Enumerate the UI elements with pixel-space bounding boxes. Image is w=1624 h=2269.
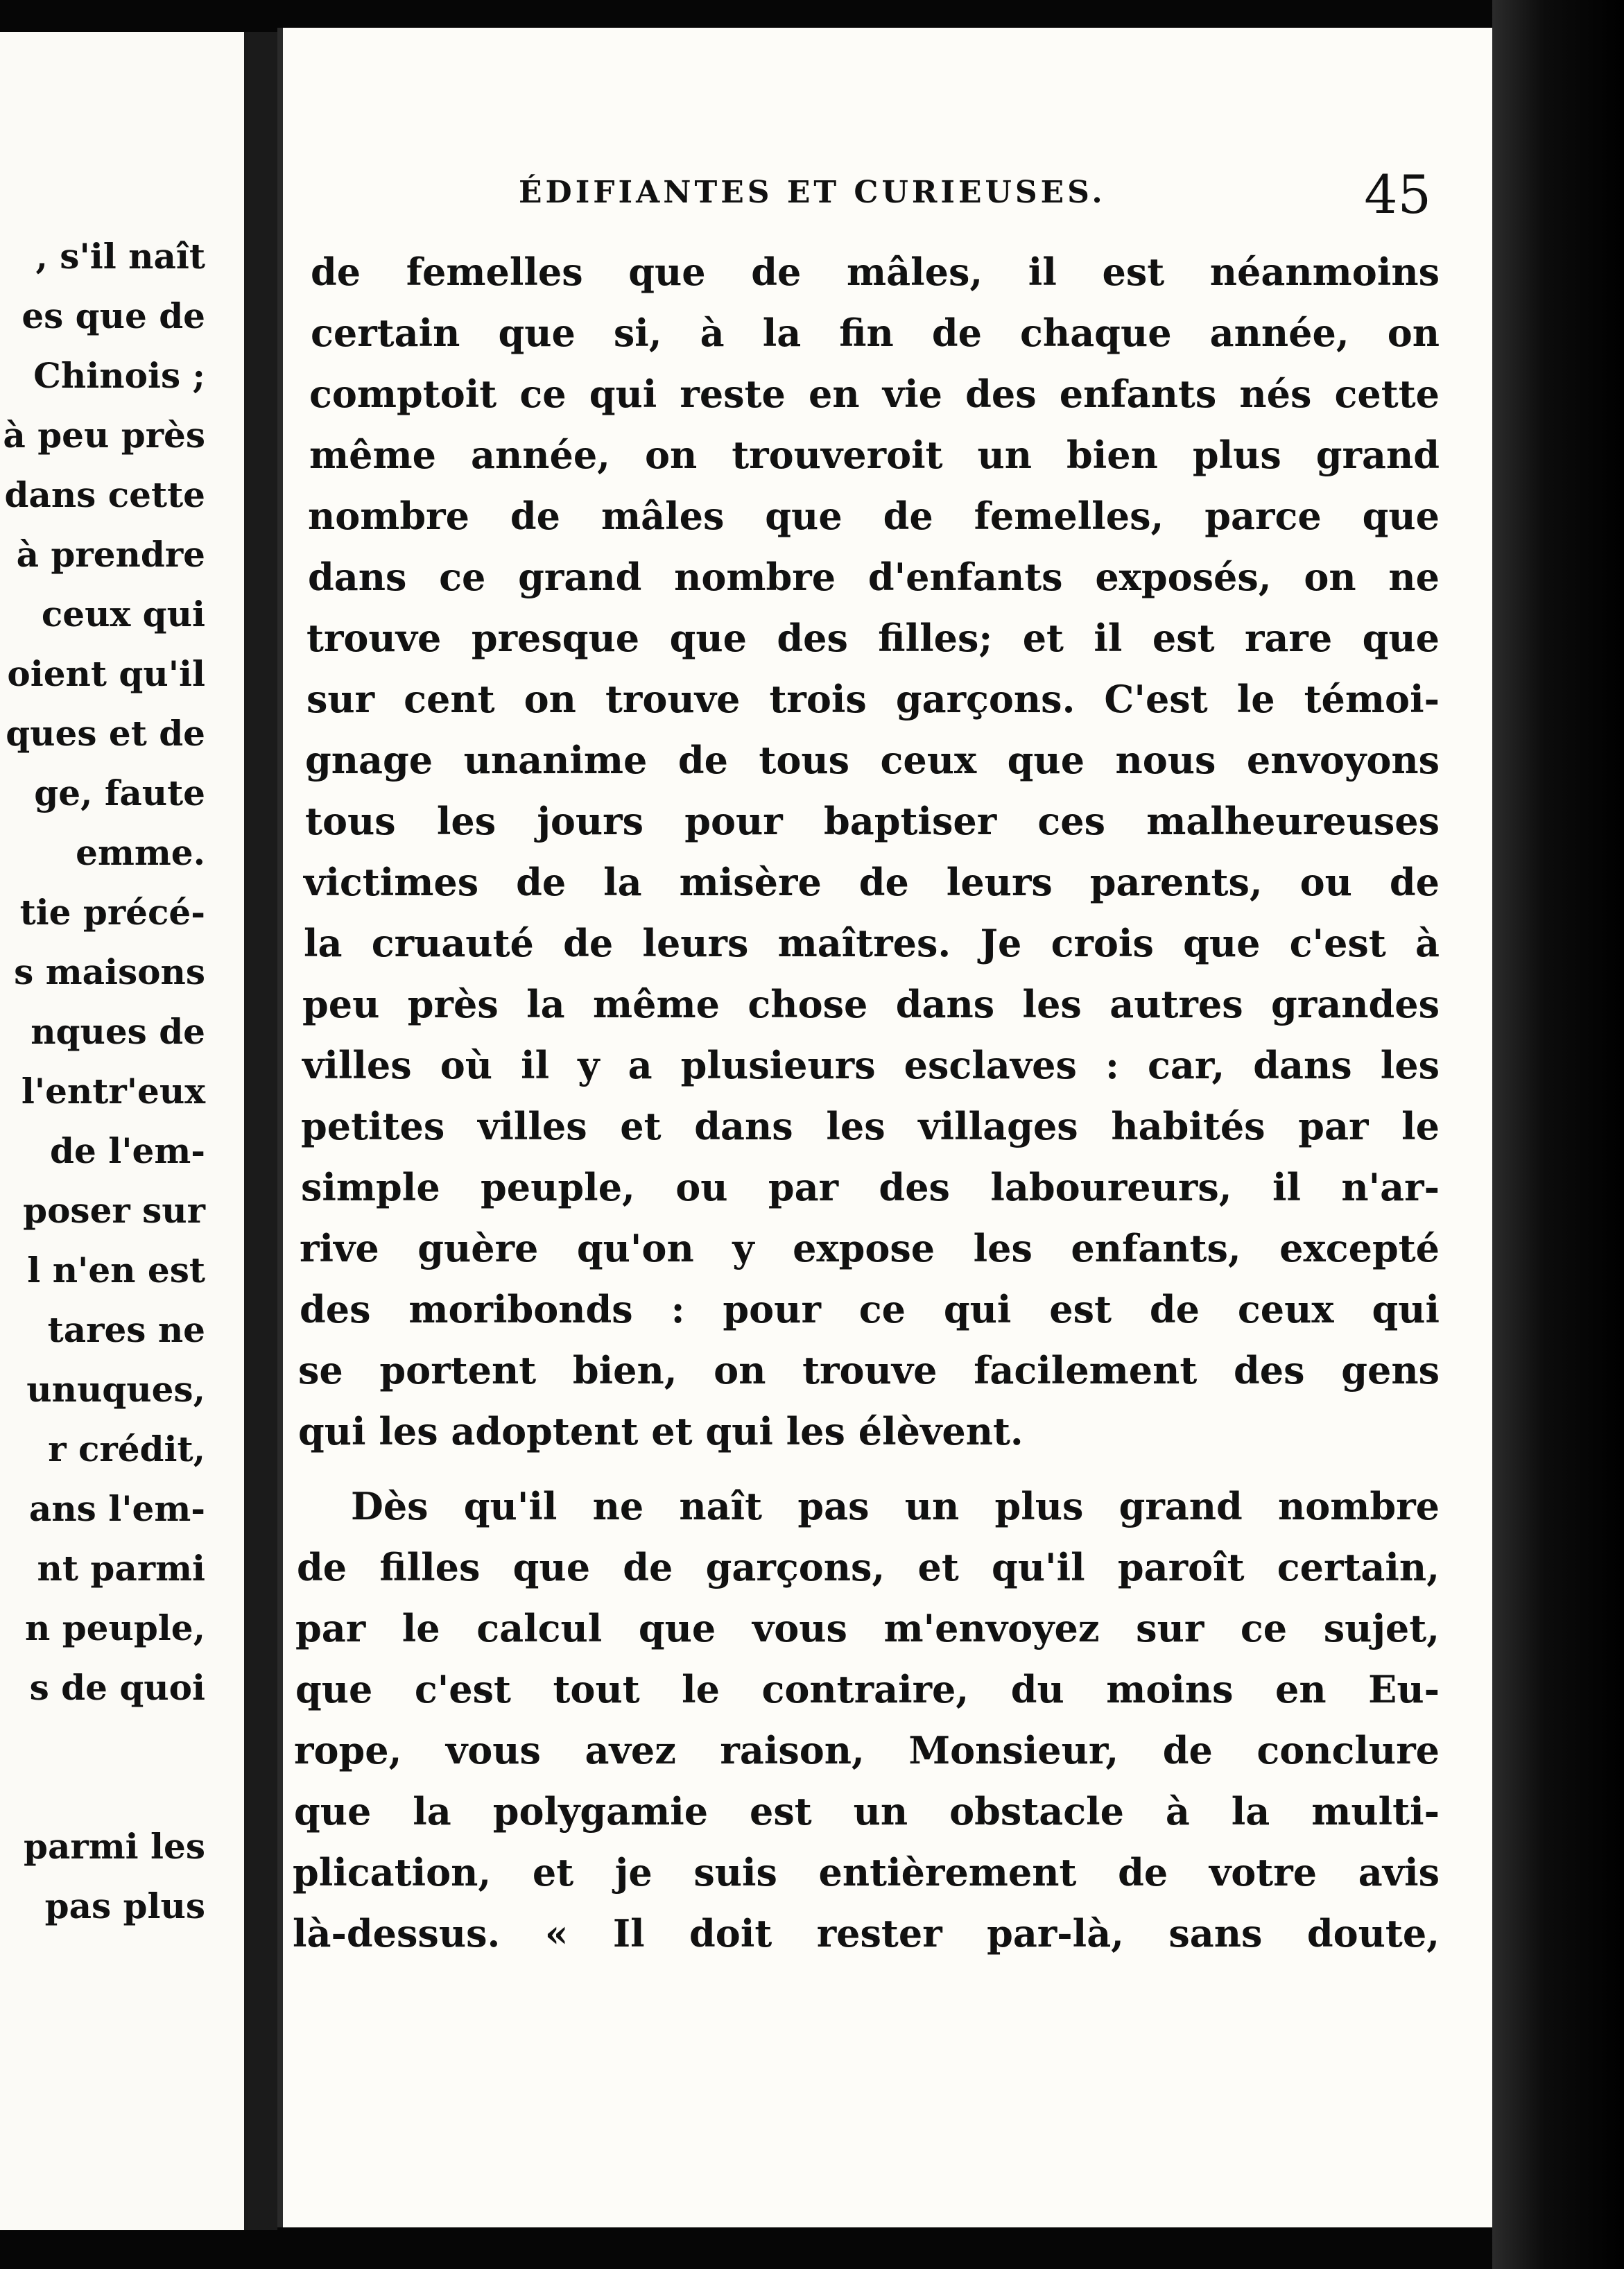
text-line: trouve presque que des filles; et il est rare que <box>306 616 1440 660</box>
text-line: qui les adoptent et qui les élèvent. <box>298 1409 1023 1453</box>
text-line: de femelles que de mâles, il est néanmoins <box>311 250 1440 294</box>
left-page-line: ge, faute <box>34 773 205 813</box>
left-page-line: tares ne <box>47 1309 205 1350</box>
right-page <box>277 28 1498 2227</box>
text-line: tous les jours pour baptiser ces malheureuses <box>305 799 1440 843</box>
left-page-line: de l'em- <box>50 1130 205 1171</box>
left-page-line: es que de <box>21 295 205 336</box>
text-line: peu près la même chose dans les autres grandes <box>302 982 1440 1026</box>
left-page-line: tie précé- <box>19 892 205 933</box>
text-line: de filles que de garçons, et qu'il paroît certain, <box>297 1545 1440 1589</box>
left-page-line: ques et de <box>6 713 205 754</box>
text-line: Dès qu'il ne naît pas un plus grand nombre <box>351 1484 1440 1528</box>
text-line: petites villes et dans les villages habités par le <box>301 1104 1440 1148</box>
left-page-line: poser sur <box>23 1190 205 1231</box>
left-page-line: parmi les <box>24 1826 205 1867</box>
text-line: rope, vous avez raison, Monsieur, de conclure <box>294 1728 1440 1772</box>
text-line: se portent bien, on trouve facilement des gens <box>298 1348 1440 1392</box>
left-page <box>0 32 248 2230</box>
left-page-line: ans l'em- <box>28 1488 205 1529</box>
left-page-line: l'entr'eux <box>21 1071 205 1112</box>
book-edge-shadow <box>1492 0 1624 2269</box>
text-line: des moribonds : pour ce qui est de ceux qui <box>300 1287 1440 1331</box>
running-head: ÉDIFIANTES ET CURIEUSES. <box>519 175 1106 210</box>
left-page-line: oient qu'il <box>7 653 205 694</box>
text-line: sur cent on trouve trois garçons. C'est le témoi- <box>306 677 1440 721</box>
left-page-line: nt parmi <box>37 1548 205 1589</box>
text-line: gnage unanime de tous ceux que nous envoyons <box>305 738 1440 782</box>
left-page-line: n peuple, <box>24 1607 205 1648</box>
left-page-line: à prendre <box>16 534 205 575</box>
left-page-line: r crédit, <box>48 1429 205 1469</box>
text-line: même année, on trouveroit un bien plus grand <box>309 433 1440 477</box>
left-page-line: s de quoi <box>29 1667 205 1708</box>
left-page-line: unuques, <box>26 1369 205 1410</box>
text-line: que la polygamie est un obstacle à la multi- <box>294 1789 1440 1834</box>
text-line: comptoit ce qui reste en vie des enfants nés cette <box>309 372 1440 416</box>
left-page-line: Chinois ; <box>33 355 205 396</box>
left-page-line: dans cette <box>4 474 205 515</box>
text-line: dans ce grand nombre d'enfants exposés, on ne <box>308 555 1440 599</box>
text-line: rive guère qu'on y expose les enfants, excepté <box>300 1226 1440 1270</box>
book-gutter <box>248 32 277 2230</box>
text-line: la cruauté de leurs maîtres. Je crois que c'est à <box>304 921 1440 965</box>
text-line: nombre de mâles que de femelles, parce que <box>308 494 1440 538</box>
left-page-line: ceux qui <box>41 594 205 635</box>
text-line: certain que si, à la fin de chaque année, on <box>311 311 1440 355</box>
page-number: 45 <box>1364 164 1431 225</box>
text-line: villes où il y a plusieurs esclaves : car, dans les <box>302 1043 1440 1087</box>
text-line: là-dessus. « Il doit rester par-là, sans doute, <box>293 1911 1440 1956</box>
left-page-line: nques de <box>31 1011 205 1052</box>
left-page-line: l n'en est <box>27 1250 205 1291</box>
left-page-line: emme. <box>76 832 205 873</box>
text-line: simple peuple, ou par des laboureurs, il n'ar- <box>301 1165 1440 1209</box>
text-line: que c'est tout le contraire, du moins en Eu- <box>295 1667 1440 1711</box>
text-line: par le calcul que vous m'envoyez sur ce sujet, <box>295 1606 1440 1650</box>
text-line: plication, et je suis entièrement de votre avis <box>293 1850 1440 1895</box>
left-page-line: , s'il naît <box>35 236 205 277</box>
text-line: victimes de la misère de leurs parents, ou de <box>304 860 1440 904</box>
left-page-line: à peu près <box>3 415 205 456</box>
left-page-line: pas plus <box>44 1886 205 1926</box>
left-page-line: s maisons <box>14 951 205 992</box>
